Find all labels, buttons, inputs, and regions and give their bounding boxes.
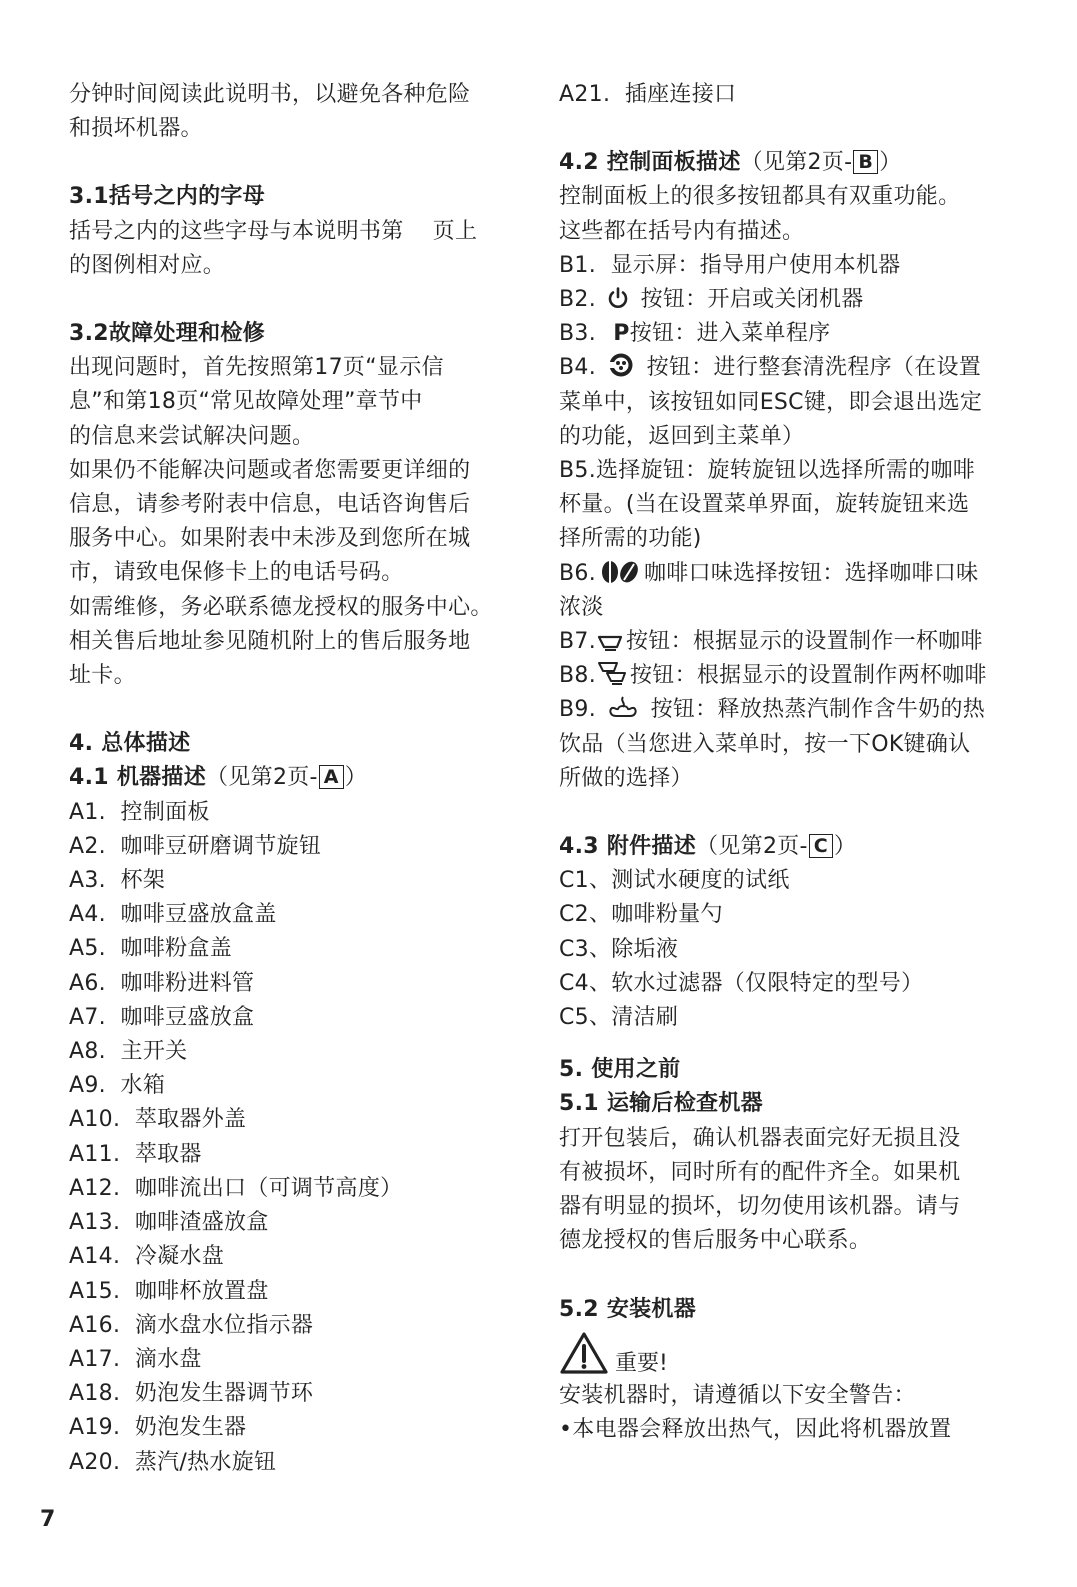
- list-item: [559, 557, 1009, 591]
- paragraph-line: 的信息来尝试解决问题。: [69, 423, 315, 449]
- item-code: B7.: [559, 629, 596, 655]
- item-desc: 按钮：开启或关闭机器: [640, 287, 864, 313]
- intro-line: 分钟时间阅读此说明书，以避免各种危险: [69, 82, 471, 107]
- list-item: [559, 659, 1009, 693]
- ref-suffix: ）: [344, 765, 368, 791]
- item-code: B4.: [559, 355, 596, 381]
- list-item: A11. 萃取器: [69, 1141, 202, 1167]
- list-item: [559, 283, 1009, 317]
- figure-ref-box: B: [853, 150, 878, 174]
- item-code: B3.: [559, 321, 596, 347]
- coffee-bean-icon: [599, 560, 641, 584]
- paragraph-line: 择所需的功能): [559, 526, 702, 552]
- paragraph-line: 有被损坏，同时所有的配件齐全。如果机: [559, 1159, 961, 1185]
- item-desc: 咖啡口味选择按钮：选择咖啡口味: [643, 560, 979, 586]
- warning-icon: [559, 1331, 609, 1379]
- list-item: A16. 滴水盘水位指示器: [69, 1312, 314, 1338]
- item-code: B2.: [559, 287, 596, 313]
- list-item: C5、清洁刷: [559, 1005, 679, 1031]
- list-item: A14. 冷凝水盘: [69, 1244, 225, 1270]
- section-3-1-title: 3.1括号之内的字母: [69, 184, 265, 210]
- ref-prefix: （见第2页-: [206, 765, 318, 791]
- list-item: A18. 奶泡发生器调节环: [69, 1381, 314, 1407]
- paragraph-line: 打开包装后，确认机器表面完好无损且没: [559, 1125, 961, 1151]
- list-item: C3、除垢液: [559, 936, 679, 962]
- machine-parts-list: [69, 796, 529, 1480]
- list-item: C4、软水过滤器（仅限特定的型号）: [559, 970, 924, 996]
- right-column: [559, 78, 1009, 1447]
- list-item: C1、测试水硬度的试纸: [559, 868, 790, 894]
- paragraph-line: 市，请致电保修卡上的电话号码。: [69, 560, 404, 586]
- item-code: B9.: [559, 697, 596, 723]
- list-item: A8. 主开关: [69, 1039, 188, 1065]
- list-item: B1. 显示屏：指导用户使用本机器: [559, 252, 901, 278]
- paragraph-line: 如果仍不能解决问题或者您需要更详细的: [69, 457, 471, 483]
- list-item: [559, 351, 1009, 385]
- list-item: A1. 控制面板: [69, 799, 210, 825]
- ref-suffix: ）: [879, 150, 902, 176]
- ref-prefix: （见第2页-: [696, 834, 808, 860]
- intro-line: 和损坏机器。: [69, 116, 203, 142]
- list-item: [559, 625, 1009, 659]
- list-item: A9. 水箱: [69, 1073, 166, 1099]
- list-item: A21. 插座连接口: [559, 82, 737, 107]
- section-4-2-title: 4.2 控制面板描述: [559, 150, 741, 176]
- two-cups-icon: [597, 660, 629, 686]
- item-desc: 按钮：释放热蒸汽制作含牛奶的热: [650, 697, 986, 723]
- list-item: A12. 咖啡流出口（可调节高度）: [69, 1175, 403, 1201]
- paragraph-line: 服务中心。如果附表中未涉及到您所在城: [69, 526, 471, 552]
- section-5-1-title: 5.1 运输后检查机器: [559, 1091, 763, 1117]
- list-item: A5. 咖啡粉盒盖: [69, 936, 233, 962]
- paragraph-line: 饮品（当您进入菜单时，按一下OK键确认: [559, 731, 971, 757]
- paragraph-line: 址卡。: [69, 663, 136, 689]
- list-item: A13. 咖啡渣盛放盒: [69, 1210, 269, 1236]
- paragraph-line: 杯量。(当在设置菜单界面，旋转旋钮来选: [559, 492, 970, 518]
- ref-prefix: （见第2页-: [740, 150, 853, 176]
- section-4-1-heading: [69, 761, 529, 795]
- list-item: A3. 杯架: [69, 868, 166, 894]
- steam-icon: [606, 694, 640, 720]
- paragraph-line: •本电器会释放出热气，因此将机器放置: [559, 1416, 952, 1442]
- paragraph-line: 安装机器时，请遵循以下安全警告：: [559, 1382, 916, 1408]
- list-item: A2. 咖啡豆研磨调节旋钮: [69, 833, 322, 859]
- ref-suffix: ）: [834, 834, 857, 860]
- item-desc: 按钮：进行整套清洗程序（在设置: [646, 355, 982, 381]
- section-4-1-title: 4.1 机器描述: [69, 765, 207, 791]
- item-code: B6.: [559, 560, 596, 586]
- list-item: A6. 咖啡粉进料管: [69, 970, 255, 996]
- paragraph-line: 这些都在括号内有描述。: [559, 218, 805, 244]
- important-notice: [559, 1331, 1009, 1379]
- section-3-2-title: 3.2故障处理和检修: [69, 321, 265, 347]
- figure-ref-box: C: [809, 834, 833, 858]
- paragraph-line: 相关售后地址参见随机附上的售后服务地: [69, 628, 471, 654]
- figure-ref-box: A: [319, 765, 344, 789]
- section-4-title: 4. 总体描述: [69, 731, 191, 757]
- list-item: A4. 咖啡豆盛放盒盖: [69, 902, 277, 928]
- paragraph-line: 信息，请参考附表中信息，电话咨询售后: [69, 492, 471, 518]
- list-item: A20. 蒸汽/热水旋钮: [69, 1449, 277, 1475]
- list-item: C2、咖啡粉量勺: [559, 902, 723, 928]
- paragraph-line: 德龙授权的售后服务中心联系。: [559, 1228, 872, 1254]
- list-item: [559, 317, 1009, 351]
- paragraph-line: 控制面板上的很多按钮都具有双重功能。: [559, 184, 961, 210]
- paragraph-line: 如需维修，务必联系德龙授权的服务中心。: [69, 594, 493, 620]
- paragraph-line: 器有明显的损坏，切勿使用该机器。请与: [559, 1194, 961, 1220]
- item-desc: 按钮：进入菜单程序: [629, 321, 831, 347]
- paragraph-line: 括号之内的这些字母与本说明书第 页上: [69, 218, 478, 244]
- paragraph-line: 出现问题时，首先按照第17页“显示信: [69, 355, 444, 381]
- menu-p-icon: P: [613, 321, 630, 347]
- paragraph-line: 的功能，返回到主菜单）: [559, 423, 805, 449]
- list-item: [559, 693, 1009, 727]
- section-5-2-title: 5.2 安装机器: [559, 1296, 697, 1322]
- left-column: [69, 78, 529, 1480]
- paragraph-line: 所做的选择）: [559, 765, 693, 791]
- list-item: A10. 萃取器外盖: [69, 1107, 247, 1133]
- section-5-title: 5. 使用之前: [559, 1057, 681, 1083]
- list-item: A7. 咖啡豆盛放盒: [69, 1004, 255, 1030]
- section-3-2-body: [69, 351, 529, 693]
- list-item: B5.选择旋钮：旋转旋钮以选择所需的咖啡: [559, 458, 976, 484]
- section-4-2-heading: [559, 146, 1009, 180]
- paragraph-line: 息”和第18页“常见故障处理”章节中: [69, 389, 423, 415]
- section-4-3-heading: [559, 830, 1009, 864]
- item-code: B8.: [559, 663, 596, 689]
- list-item: A15. 咖啡杯放置盘: [69, 1278, 269, 1304]
- important-label: 重要!: [615, 1350, 668, 1376]
- rinse-icon: [606, 352, 636, 378]
- item-desc: 按钮：根据显示的设置制作一杯咖啡: [625, 629, 983, 655]
- paragraph-line: 浓淡: [559, 594, 604, 620]
- page-number: 7: [40, 1507, 56, 1532]
- list-item: A19. 奶泡发生器: [69, 1415, 247, 1441]
- power-icon: [606, 286, 630, 310]
- section-4-3-title: 4.3 附件描述: [559, 834, 697, 860]
- one-cup-icon: [597, 632, 625, 652]
- accessories-list: [559, 864, 1009, 1035]
- item-desc: 按钮：根据显示的设置制作两杯咖啡: [629, 663, 987, 689]
- paragraph-line: 菜单中，该按钮如同ESC键，即会退出选定: [559, 389, 983, 415]
- paragraph-line: 的图例相对应。: [69, 252, 226, 278]
- list-item: A17. 滴水盘: [69, 1346, 202, 1372]
